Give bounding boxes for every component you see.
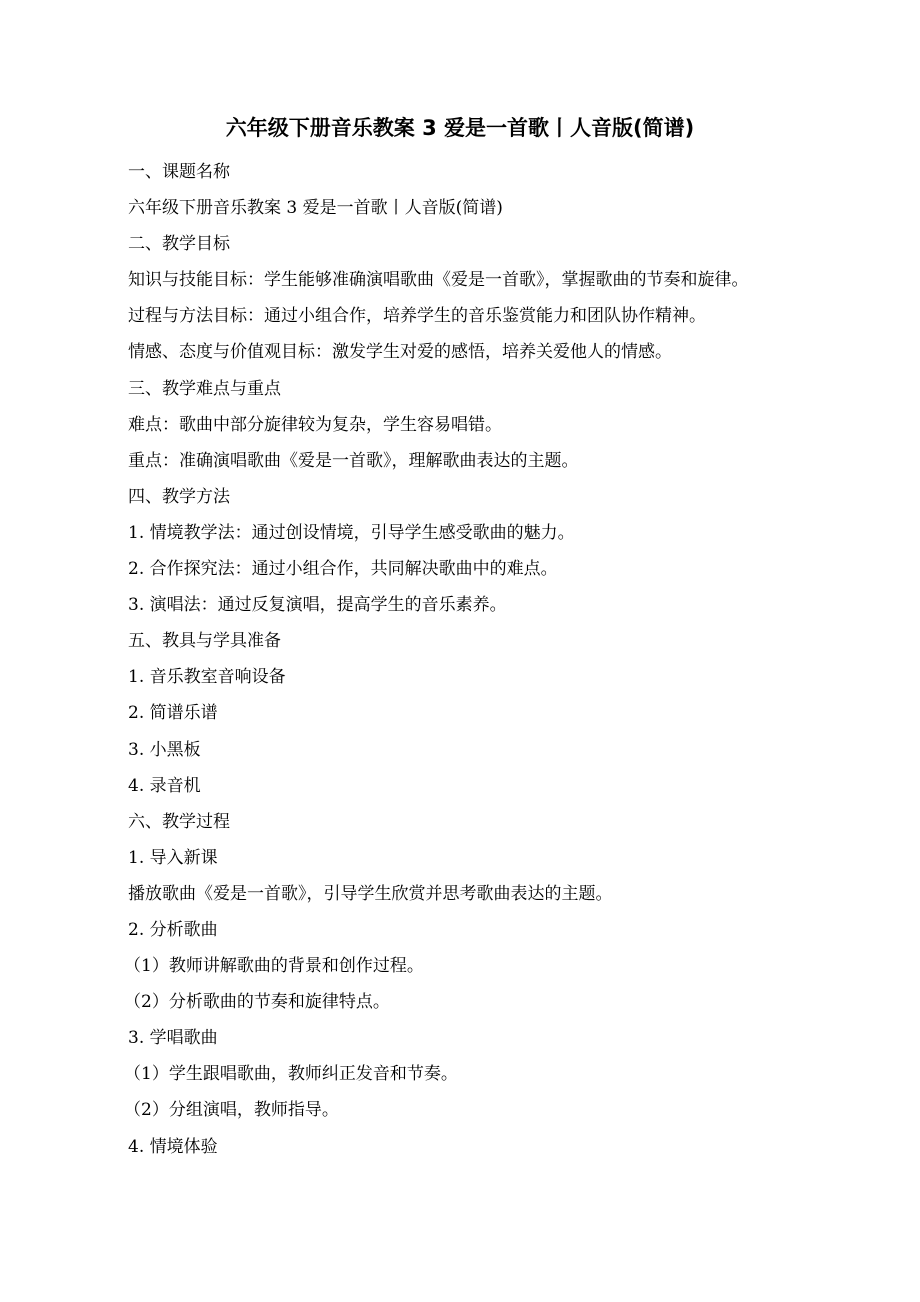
list-item: 2. 简谱乐谱 bbox=[128, 703, 218, 724]
sub-item: （2）分组演唱，教师指导。 bbox=[124, 1100, 339, 1121]
section-heading: 一、课题名称 bbox=[128, 162, 230, 182]
paragraph: 知识与技能目标：学生能够准确演唱歌曲《爱是一首歌》，掌握歌曲的节奏和旋律。 bbox=[128, 270, 749, 291]
list-item: 4. 录音机 bbox=[128, 775, 201, 796]
paragraph: 播放歌曲《爱是一首歌》，引导学生欣赏并思考歌曲表达的主题。 bbox=[128, 883, 613, 904]
list-item: 1. 情境教学法：通过创设情境，引导学生感受歌曲的魅力。 bbox=[128, 522, 575, 543]
section-heading: 五、教具与学具准备 bbox=[128, 631, 281, 652]
list-item: 1. 导入新课 bbox=[128, 847, 218, 868]
section-heading: 六、教学过程 bbox=[128, 811, 230, 832]
list-item: 1. 音乐教室音响设备 bbox=[128, 667, 286, 688]
list-item: 2. 合作探究法：通过小组合作，共同解决歌曲中的难点。 bbox=[128, 559, 558, 580]
list-item: 3. 学唱歌曲 bbox=[128, 1028, 218, 1049]
section-heading: 四、教学方法 bbox=[128, 486, 230, 507]
sub-item: （2）分析歌曲的节奏和旋律特点。 bbox=[124, 992, 390, 1013]
sub-item: （1）教师讲解歌曲的背景和创作过程。 bbox=[124, 956, 424, 977]
section-heading: 二、教学目标 bbox=[128, 234, 230, 255]
paragraph: 过程与方法目标：通过小组合作，培养学生的音乐鉴赏能力和团队协作精神。 bbox=[128, 306, 706, 327]
section-heading: 三、教学难点与重点 bbox=[128, 378, 281, 399]
paragraph: 难点：歌曲中部分旋律较为复杂，学生容易唱错。 bbox=[128, 414, 502, 435]
list-item: 3. 小黑板 bbox=[128, 739, 201, 760]
paragraph: 情感、态度与价值观目标：激发学生对爱的感悟，培养关爱他人的情感。 bbox=[128, 342, 672, 363]
paragraph: 重点：准确演唱歌曲《爱是一首歌》，理解歌曲表达的主题。 bbox=[128, 450, 579, 471]
list-item: 4. 情境体验 bbox=[128, 1136, 218, 1157]
list-item: 3. 演唱法：通过反复演唱，提高学生的音乐素养。 bbox=[128, 595, 507, 616]
paragraph: 六年级下册音乐教案 3 爱是一首歌丨人音版(简谱) bbox=[128, 198, 503, 219]
sub-item: （1）学生跟唱歌曲，教师纠正发音和节奏。 bbox=[124, 1064, 458, 1085]
document-body bbox=[124, 154, 908, 1165]
list-item: 2. 分析歌曲 bbox=[128, 919, 218, 940]
document-title: 六年级下册音乐教案 3 爱是一首歌丨人音版(简谱) bbox=[225, 116, 695, 140]
